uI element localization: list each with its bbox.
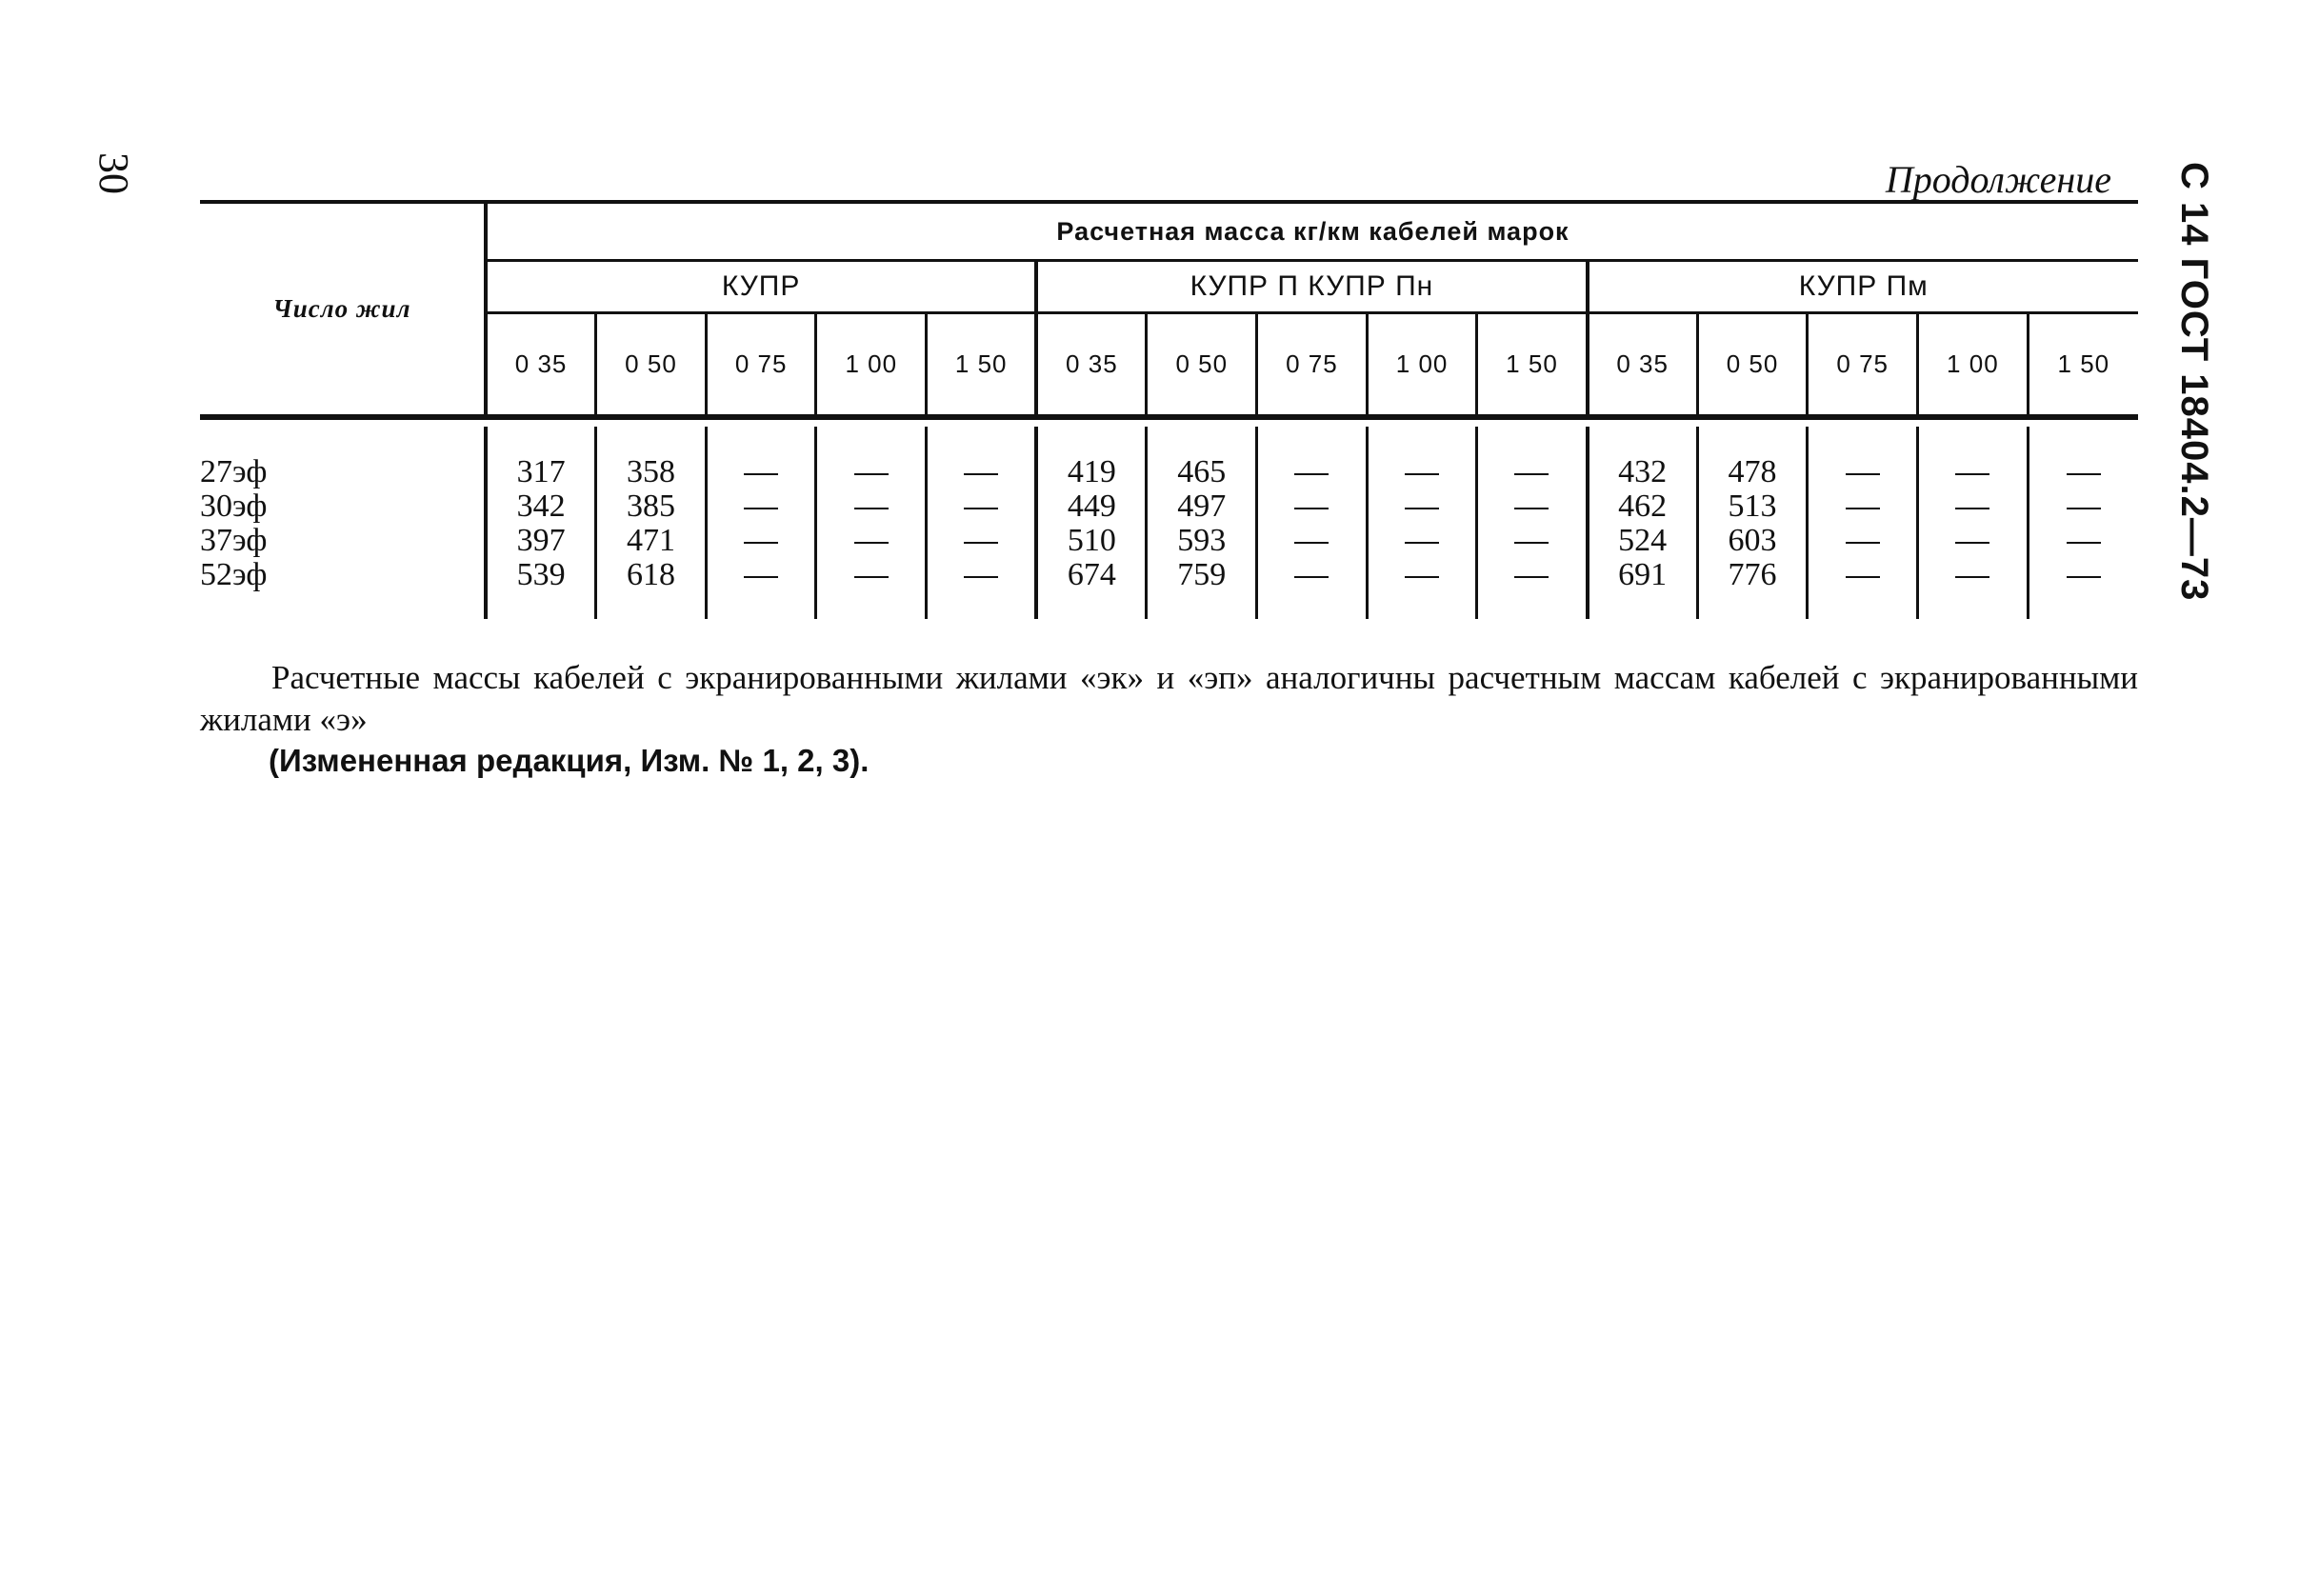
section-header: 1 50 (927, 313, 1037, 416)
value-column (816, 427, 927, 619)
dash-mark (1846, 576, 1880, 578)
table-cell (1478, 558, 1585, 592)
table-cell (1919, 558, 2027, 592)
section-header: 1 00 (816, 313, 927, 416)
table-cell (817, 558, 925, 592)
table-cell (1478, 455, 1585, 489)
section-header: 0 35 (486, 313, 596, 416)
dash-mark (2067, 508, 2101, 509)
table-cell: 471 (626, 523, 675, 558)
table-cell: 397 (516, 523, 566, 558)
table-cell: 618 (626, 557, 675, 592)
table-cell (1809, 524, 1916, 558)
dash-mark (854, 473, 889, 475)
value-column (1257, 427, 1368, 619)
table-cell (1258, 558, 1366, 592)
value-column (486, 427, 596, 619)
table-cell (1369, 489, 1476, 524)
table-cell (1258, 524, 1366, 558)
dash-mark (854, 508, 889, 509)
dash-mark (1514, 576, 1549, 578)
core-count-label: 52эф (200, 557, 268, 592)
core-count-column (200, 427, 486, 619)
table-cell: 358 (626, 454, 675, 489)
table-cell: 342 (516, 489, 566, 524)
section-header: 0 50 (596, 313, 707, 416)
table-cell (1809, 455, 1916, 489)
table-cell: 759 (1177, 557, 1227, 592)
dash-mark (1514, 473, 1549, 475)
dash-mark (744, 473, 778, 475)
section-header: 0 75 (1257, 313, 1368, 416)
dash-mark (964, 473, 998, 475)
table-cell (708, 524, 815, 558)
table-cell (1919, 489, 2027, 524)
side-standard-title: С 14 ГОСТ 18404.2—73 (2173, 162, 2215, 602)
dash-mark (1405, 508, 1439, 509)
core-count-label: 27эф (200, 454, 268, 489)
table-cell (1919, 524, 2027, 558)
table-cell: 449 (1067, 489, 1116, 524)
dash-mark (1405, 576, 1439, 578)
table-cell: 432 (1618, 454, 1668, 489)
table-cell: 497 (1177, 489, 1227, 524)
cable-mass-table (200, 200, 2138, 619)
table-cell (2029, 455, 2138, 489)
dash-mark (744, 576, 778, 578)
table-cell (928, 558, 1034, 592)
cable-mass-table-wrapper (200, 200, 2138, 619)
table-cell: 674 (1067, 557, 1116, 592)
table-cell (928, 524, 1034, 558)
table-cell: 462 (1618, 489, 1668, 524)
table-cell (1478, 524, 1585, 558)
table-cell (1809, 489, 1916, 524)
section-header: 1 50 (2028, 313, 2138, 416)
dash-mark (1405, 542, 1439, 544)
table-cell (928, 455, 1034, 489)
table-cell: 776 (1728, 557, 1777, 592)
table-cell (817, 455, 925, 489)
dash-mark (854, 576, 889, 578)
table-cell: 419 (1067, 454, 1116, 489)
table-note: Расчетные массы кабелей с экранированными жилами «эк» и «эп» аналогичны расчетным массам кабелей с экранированными жилами «э» (200, 659, 2138, 738)
edition-note: (Измененная редакция, Изм. № 1, 2, 3). (269, 743, 870, 778)
section-header: 0 35 (1036, 313, 1147, 416)
value-column (1588, 427, 1698, 619)
dash-mark (854, 542, 889, 544)
dash-mark (1405, 473, 1439, 475)
dash-mark (1294, 542, 1329, 544)
dash-mark (1514, 508, 1549, 509)
dash-mark (744, 508, 778, 509)
table-cell (1919, 455, 2027, 489)
table-cell (1258, 455, 1366, 489)
value-column (596, 427, 707, 619)
row-header-core-count: Число жил (272, 294, 411, 323)
dash-mark (1846, 473, 1880, 475)
table-cell (1478, 489, 1585, 524)
table-cell (928, 489, 1034, 524)
value-column (706, 427, 816, 619)
dash-mark (1294, 508, 1329, 509)
table-cell: 317 (516, 454, 566, 489)
table-cell: 691 (1618, 557, 1668, 592)
table-cell (817, 489, 925, 524)
section-header: 0 50 (1147, 313, 1257, 416)
table-cell: 603 (1728, 523, 1777, 558)
value-column (1808, 427, 1918, 619)
value-column (927, 427, 1037, 619)
table-cell (2029, 524, 2138, 558)
value-column (2028, 427, 2138, 619)
section-header: 0 75 (706, 313, 816, 416)
table-cell (708, 455, 815, 489)
table-cell (708, 558, 815, 592)
brand-header: КУПР П КУПР Пн (1036, 261, 1587, 313)
section-header: 1 00 (1367, 313, 1477, 416)
continuation-label: Продолжение (1885, 158, 2111, 201)
table-cell: 593 (1177, 523, 1227, 558)
dash-mark (1514, 542, 1549, 544)
brand-header: КУПР Пм (1588, 261, 2138, 313)
brand-header: КУПР (486, 261, 1036, 313)
dash-mark (2067, 542, 2101, 544)
section-header: 0 35 (1588, 313, 1698, 416)
table-cell: 539 (516, 557, 566, 592)
dash-mark (744, 542, 778, 544)
table-cell (708, 489, 815, 524)
main-header: Расчетная масса кг/км кабелей марок (486, 202, 2138, 261)
dash-mark (1846, 542, 1880, 544)
dash-mark (2067, 576, 2101, 578)
core-count-label: 37эф (200, 523, 268, 558)
table-cell: 524 (1618, 523, 1668, 558)
table-cell (1369, 524, 1476, 558)
section-header: 0 50 (1697, 313, 1808, 416)
value-column (1918, 427, 2029, 619)
table-cell (1369, 455, 1476, 489)
value-column (1697, 427, 1808, 619)
page-number: 30 (90, 152, 137, 194)
dash-mark (1846, 508, 1880, 509)
table-cell (1258, 489, 1366, 524)
table-cell: 513 (1728, 489, 1777, 524)
value-column (1147, 427, 1257, 619)
table-cell (1369, 558, 1476, 592)
table-cell: 465 (1177, 454, 1227, 489)
table-cell: 478 (1728, 454, 1777, 489)
dash-mark (1294, 576, 1329, 578)
value-column (1367, 427, 1477, 619)
dash-mark (1955, 576, 1989, 578)
section-header: 1 00 (1918, 313, 2029, 416)
table-cell (2029, 558, 2138, 592)
dash-mark (1955, 542, 1989, 544)
section-header: 0 75 (1808, 313, 1918, 416)
table-cell (1809, 558, 1916, 592)
core-count-label: 30эф (200, 489, 268, 524)
value-column (1036, 427, 1147, 619)
dash-mark (1955, 508, 1989, 509)
value-column (1477, 427, 1588, 619)
table-cell (817, 524, 925, 558)
dash-mark (964, 542, 998, 544)
table-cell: 385 (626, 489, 675, 524)
table-cell: 510 (1067, 523, 1116, 558)
dash-mark (1294, 473, 1329, 475)
dash-mark (964, 508, 998, 509)
dash-mark (964, 576, 998, 578)
section-header: 1 50 (1477, 313, 1588, 416)
dash-mark (1955, 473, 1989, 475)
table-cell (2029, 489, 2138, 524)
dash-mark (2067, 473, 2101, 475)
